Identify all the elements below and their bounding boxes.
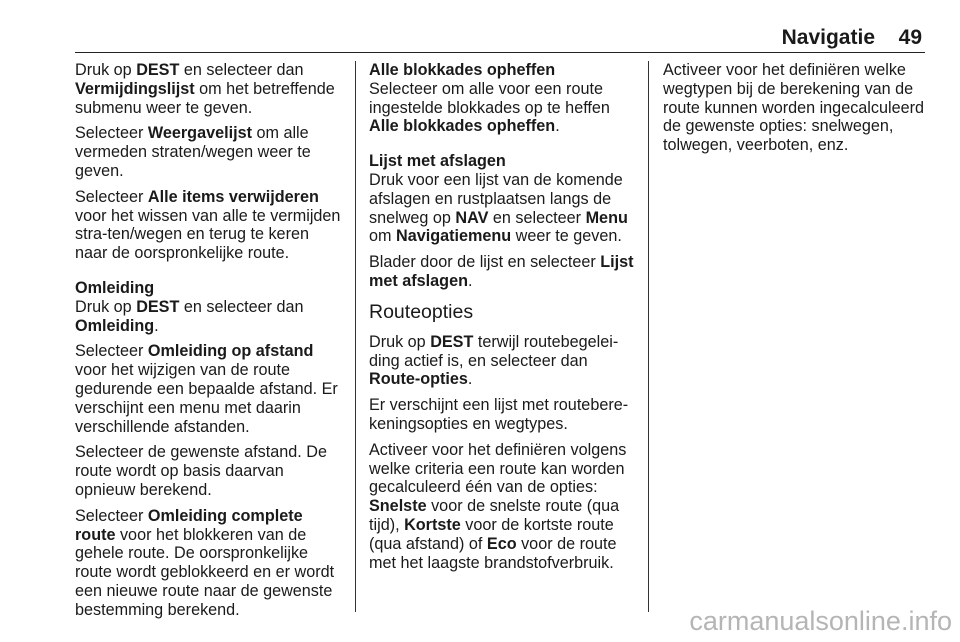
paragraph: Activeer voor het definiëren welke wegtypen bij de berekening van de route kunnen worden ingecalculeerd de gewenste opties: snelwegen, tolwegen, veerboten, enz.: [663, 61, 924, 155]
paragraph: Activeer voor het definiëren volgens welke criteria een route kan worden gecalculeerd één van de opties: Snelste voor de snelste route (qua tijd), Kortste voor de kortste route (qua afstand) of Eco voor de route met het laagste brandstofverbruik.: [369, 440, 627, 572]
section-title: Navigatie: [781, 26, 875, 49]
keyword: Snelste: [369, 497, 427, 516]
paragraph: Selecteer Omleiding complete route voor het blokkeren van de gehele route. De oorspronkelijke route wordt geblokkeerd en er wordt een nieuwe route naar de gewenste bestemming berekend.: [75, 506, 335, 619]
keyword: Alle items verwijderen: [147, 187, 319, 206]
paragraph: Blader door de lijst en selecteer Lijst met afslagen.: [369, 253, 634, 290]
paragraph: Druk voor een lijst van de komende afslagen en rustplaatsen langs de snelweg op NAV en selecteer Menu om Navigatiemenu weer te geven.: [369, 170, 628, 246]
keyword: DEST: [430, 332, 474, 351]
keyword: DEST: [136, 297, 180, 316]
keyword: Alle blokkades opheffen: [369, 117, 556, 136]
column-divider-2: [648, 61, 649, 612]
keyword: Lijst met afslagen: [369, 253, 634, 290]
paragraph: Druk op DEST en selecteer dan Omleiding.: [75, 297, 304, 335]
paragraph: Selecteer Weergavelijst om alle vermeden straten/wegen weer te geven.: [75, 124, 311, 180]
paragraph: Selecteer de gewenste afstand. De route wordt op basis daarvan opnieuw berekend.: [75, 443, 327, 499]
paragraph: Selecteer Omleiding op afstand voor het wijzigen van de route gedurende een bepaalde afstand. Er verschijnt een menu met daarin verschillende afstanden.: [75, 342, 338, 436]
subheading-omleiding: Omleiding: [75, 278, 155, 297]
page-header: [0, 0, 960, 52]
subheading-alle-blokkades: Alle blokkades opheffen: [369, 61, 556, 79]
paragraph: Er verschijnt een lijst met routebere-keningsopties en wegtypes.: [369, 396, 629, 433]
paragraph: Selecteer om alle voor een route ingestelde blokkades op te heffen Alle blokkades opheffen.: [369, 79, 610, 136]
keyword: Vermijdingslijst: [75, 79, 195, 98]
page-number: 49: [898, 26, 922, 49]
column-1: [75, 61, 345, 627]
paragraph: Druk op DEST en selecteer dan Vermijdingslijst om het betreffende submenu weer te geven.: [75, 61, 335, 117]
subheading-lijst-met-afslagen: Lijst met afslagen: [369, 152, 506, 171]
keyword: Omleiding complete route: [75, 506, 303, 544]
keyword: Navigatiemenu: [396, 227, 512, 246]
keyword: Menu: [585, 208, 628, 227]
keyword: Eco: [486, 534, 517, 553]
keyword: DEST: [136, 61, 180, 79]
keyword: NAV: [455, 208, 489, 227]
column-2: [369, 61, 639, 579]
keyword: Omleiding op afstand: [147, 342, 314, 361]
paragraph: Selecteer Alle items verwijderen voor het wissen van alle te vermijden stra-ten/wegen en terug te keren naar de oorspronkelijke route.: [75, 187, 341, 263]
column-divider-1: [355, 61, 356, 612]
section-heading-routeopties: Routeopties: [369, 300, 474, 323]
keyword: Kortste: [404, 515, 461, 534]
keyword: Route-opties: [369, 370, 468, 389]
watermark: carmanualsonline.info: [689, 606, 952, 636]
header-rule: [75, 52, 925, 53]
paragraph: Druk op DEST terwijl routebegelei-ding actief is, en selecteer dan Route-opties.: [369, 332, 619, 389]
keyword: Weergavelijst: [147, 124, 252, 143]
column-3: [663, 61, 925, 162]
keyword: Omleiding: [75, 316, 155, 335]
